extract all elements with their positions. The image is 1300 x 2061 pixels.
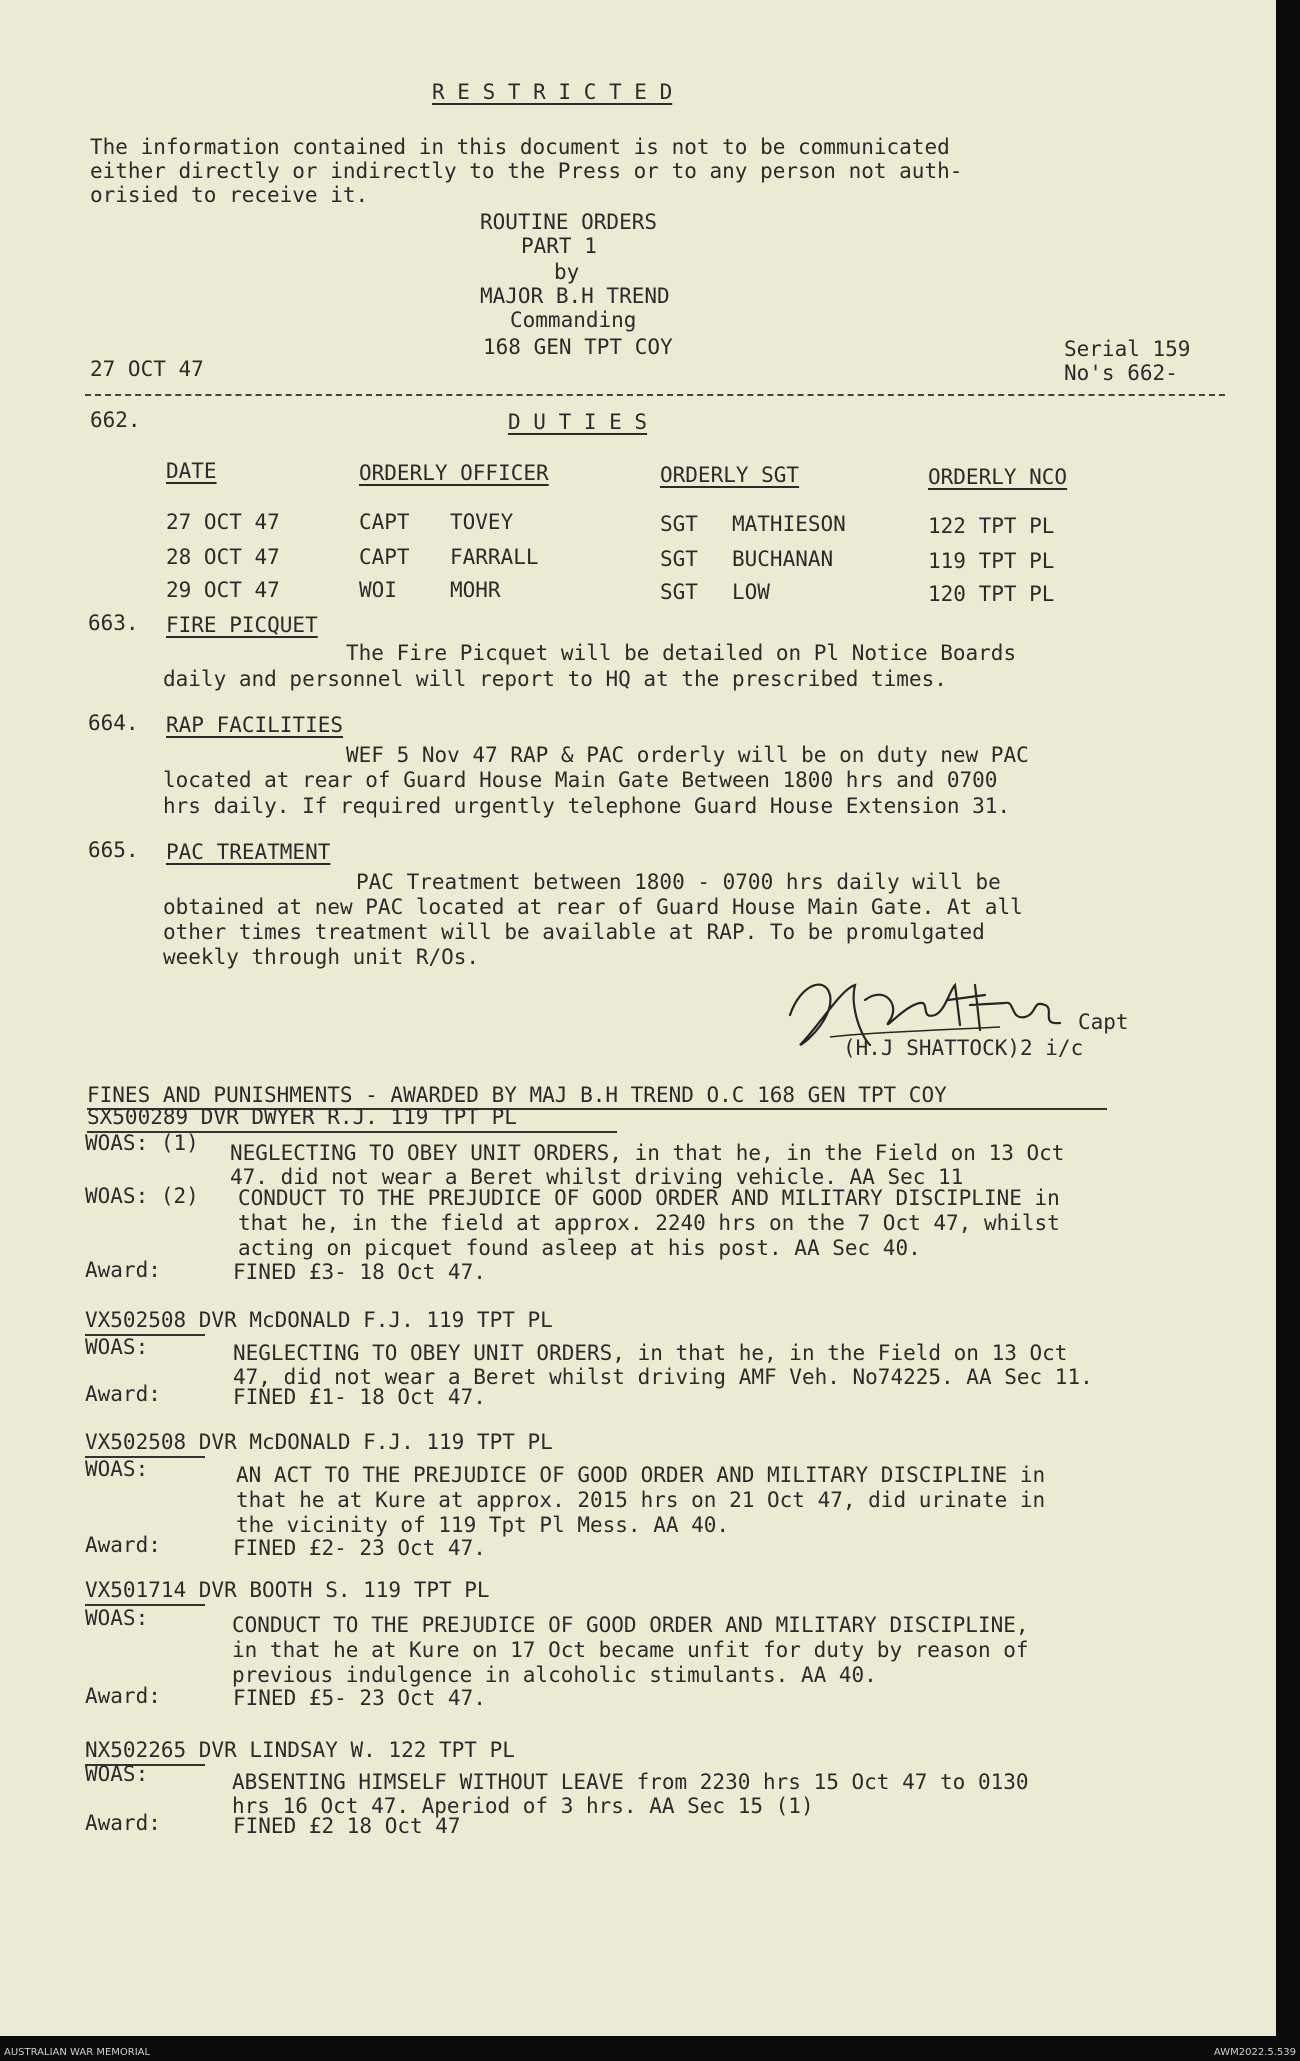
duties-col-nco: ORDERLY NCO [928, 465, 1068, 489]
order-text: hrs daily. If required urgently telephone Guard House Extension 31. [163, 794, 1011, 818]
notice-line-3: orisied to receive it. [90, 183, 369, 207]
serial-number: Serial 159 [1064, 337, 1191, 361]
order-text: obtained at new PAC located at rear of Guard House Main Gate. At all [163, 895, 1023, 919]
order-text: WEF 5 Nov 47 RAP & PAC orderly will be on duty new PAC [346, 743, 1029, 767]
footer-source: AUSTRALIAN WAR MEMORIAL [4, 2047, 151, 2058]
offence-text: NEGLECTING TO OBEY UNIT ORDERS, in that he, in the Field on 13 Oct [233, 1341, 1068, 1365]
award-label: Award: [85, 1382, 161, 1406]
offence-text: ABSENTING HIMSELF WITHOUT LEAVE from 2230 hrs 15 Oct 47 to 0130 [232, 1770, 1029, 1794]
duty-officer-name: TOVEY [450, 510, 514, 534]
order-title: FIRE PICQUET [166, 613, 318, 637]
order-text: weekly through unit R/Os. [163, 945, 480, 969]
soldier-id: VX502508 DVR McDONALD F.J. 119 TPT PL [85, 1430, 553, 1454]
duty-officer-name: FARRALL [450, 545, 539, 569]
duty-date: 29 OCT 47 [166, 578, 280, 602]
duties-heading: D U T I E S [508, 410, 648, 434]
duty-date: 28 OCT 47 [166, 545, 280, 569]
offence-text: AN ACT TO THE PREJUDICE OF GOOD ORDER AND MILITARY DISCIPLINE in [236, 1463, 1046, 1487]
award-label: Award: [85, 1811, 161, 1835]
duty-officer-rank: CAPT [359, 510, 410, 534]
footer-reference: AWM2022.5.539 [1213, 2047, 1296, 2058]
duties-col-officer: ORDERLY OFFICER [359, 461, 549, 485]
title-line-6: 168 GEN TPT COY [483, 335, 673, 359]
notice-line-2: either directly or indirectly to the Press or to any person not auth- [90, 159, 963, 183]
offence-label: WOAS: [85, 1457, 149, 1481]
award-label: Award: [85, 1684, 161, 1708]
signatory-name: (H.J SHATTOCK)2 i/c [843, 1036, 1084, 1060]
duty-officer-rank: CAPT [359, 545, 410, 569]
order-text: PAC Treatment between 1800 - 0700 hrs daily will be [356, 870, 1001, 894]
order-number: 665. [88, 838, 139, 862]
duty-nco: 120 TPT PL [928, 582, 1055, 606]
award-value: FINED £1- 18 Oct 47. [233, 1385, 486, 1409]
order-text: The Fire Picquet will be detailed on Pl Notice Boards [346, 641, 1017, 665]
offence-text: CONDUCT TO THE PREJUDICE OF GOOD ORDER AND MILITARY DISCIPLINE in [238, 1186, 1060, 1210]
signatory-rank: Capt [1078, 1010, 1129, 1034]
order-text: other times treatment will be available at RAP. To be promulgated [163, 920, 985, 944]
archive-footer [0, 2045, 1300, 2061]
notice-line-1: The information contained in this document is not to be communicated [90, 135, 950, 159]
soldier-id: VX501714 DVR BOOTH S. 119 TPT PL [85, 1578, 490, 1602]
award-value: FINED £5- 23 Oct 47. [233, 1686, 486, 1710]
duty-nco: 119 TPT PL [928, 549, 1055, 573]
order-title: RAP FACILITIES [166, 713, 344, 737]
offence-label: WOAS: (2) [85, 1184, 199, 1208]
order-text: located at rear of Guard House Main Gate Between 1800 hrs and 0700 [163, 768, 998, 792]
award-value: FINED £3- 18 Oct 47. [233, 1260, 486, 1284]
award-label: Award: [85, 1533, 161, 1557]
title-line-3: by [554, 260, 580, 284]
duty-officer-rank: WOI [359, 578, 397, 602]
offence-text: in that he at Kure on 17 Oct became unfit for duty by reason of [232, 1638, 1029, 1662]
offence-text: that he, in the field at approx. 2240 hrs on the 7 Oct 47, whilst [238, 1211, 1060, 1235]
order-title: PAC TREATMENT [166, 840, 331, 864]
title-line-2: PART 1 [521, 234, 597, 258]
title-line-5: Commanding [510, 308, 637, 332]
offence-text: CONDUCT TO THE PREJUDICE OF GOOD ORDER AND MILITARY DISCIPLINE, [232, 1613, 1029, 1637]
duties-col-date: DATE [166, 459, 217, 483]
soldier-id: SX500289 DVR DWYER R.J. 119 TPT PL [87, 1105, 517, 1129]
title-line-4: MAJOR B.H TREND [480, 284, 670, 308]
duty-sgt-rank: SGT [660, 580, 698, 604]
duty-date: 27 OCT 47 [166, 510, 280, 534]
offence-text: previous indulgence in alcoholic stimulants. AA 40. [232, 1663, 877, 1687]
duties-number: 662. [90, 408, 141, 432]
offence-label: WOAS: (1) [85, 1131, 199, 1155]
order-text: daily and personnel will report to HQ at the prescribed times. [163, 667, 947, 691]
soldier-id: VX502508 DVR McDONALD F.J. 119 TPT PL [85, 1308, 553, 1332]
duty-sgt-name: MATHIESON [732, 512, 846, 536]
offence-text: acting on picquet found asleep at his post. AA Sec 40. [238, 1236, 921, 1260]
offence-text: hrs 16 Oct 47. Aperiod of 3 hrs. AA Sec 15 (1) [232, 1794, 814, 1818]
offence-text: 47, did not wear a Beret whilst driving AMF Veh. No74225. AA Sec 11. [233, 1365, 1093, 1389]
offence-text: that he at Kure at approx. 2015 hrs on 21 Oct 47, did urinate in [236, 1488, 1046, 1512]
duty-sgt-rank: SGT [660, 512, 698, 536]
award-label: Award: [85, 1258, 161, 1282]
soldier-id: NX502265 DVR LINDSAY W. 122 TPT PL [85, 1738, 515, 1762]
order-number: 663. [88, 611, 139, 635]
award-value: FINED £2- 23 Oct 47. [233, 1536, 486, 1560]
duty-sgt-rank: SGT [660, 547, 698, 571]
title-line-1: ROUTINE ORDERS [480, 210, 658, 234]
offence-label: WOAS: [85, 1762, 149, 1786]
duty-sgt-name: BUCHANAN [732, 547, 834, 571]
offence-label: WOAS: [85, 1335, 149, 1359]
offence-label: WOAS: [85, 1606, 149, 1630]
duties-col-sgt: ORDERLY SGT [660, 463, 800, 487]
duty-sgt-name: LOW [732, 580, 770, 604]
order-number: 664. [88, 711, 139, 735]
fines-heading: FINES AND PUNISHMENTS - AWARDED BY MAJ B.H TREND O.C 168 GEN TPT COY [87, 1083, 947, 1107]
offence-text: 47. did not wear a Beret whilst driving vehicle. AA Sec 11 [230, 1165, 964, 1189]
classification-heading: R E S T R I C T E D [432, 80, 673, 104]
order-numbers: No's 662- [1064, 361, 1178, 385]
award-value: FINED £2 18 Oct 47 [233, 1814, 461, 1838]
offence-text: the vicinity of 119 Tpt Pl Mess. AA 40. [236, 1513, 730, 1537]
separator-line [85, 394, 1225, 396]
duty-officer-name: MOHR [450, 578, 501, 602]
offence-text: NEGLECTING TO OBEY UNIT ORDERS, in that he, in the Field on 13 Oct [230, 1141, 1065, 1165]
order-date: 27 OCT 47 [90, 357, 204, 381]
duty-nco: 122 TPT PL [928, 514, 1055, 538]
